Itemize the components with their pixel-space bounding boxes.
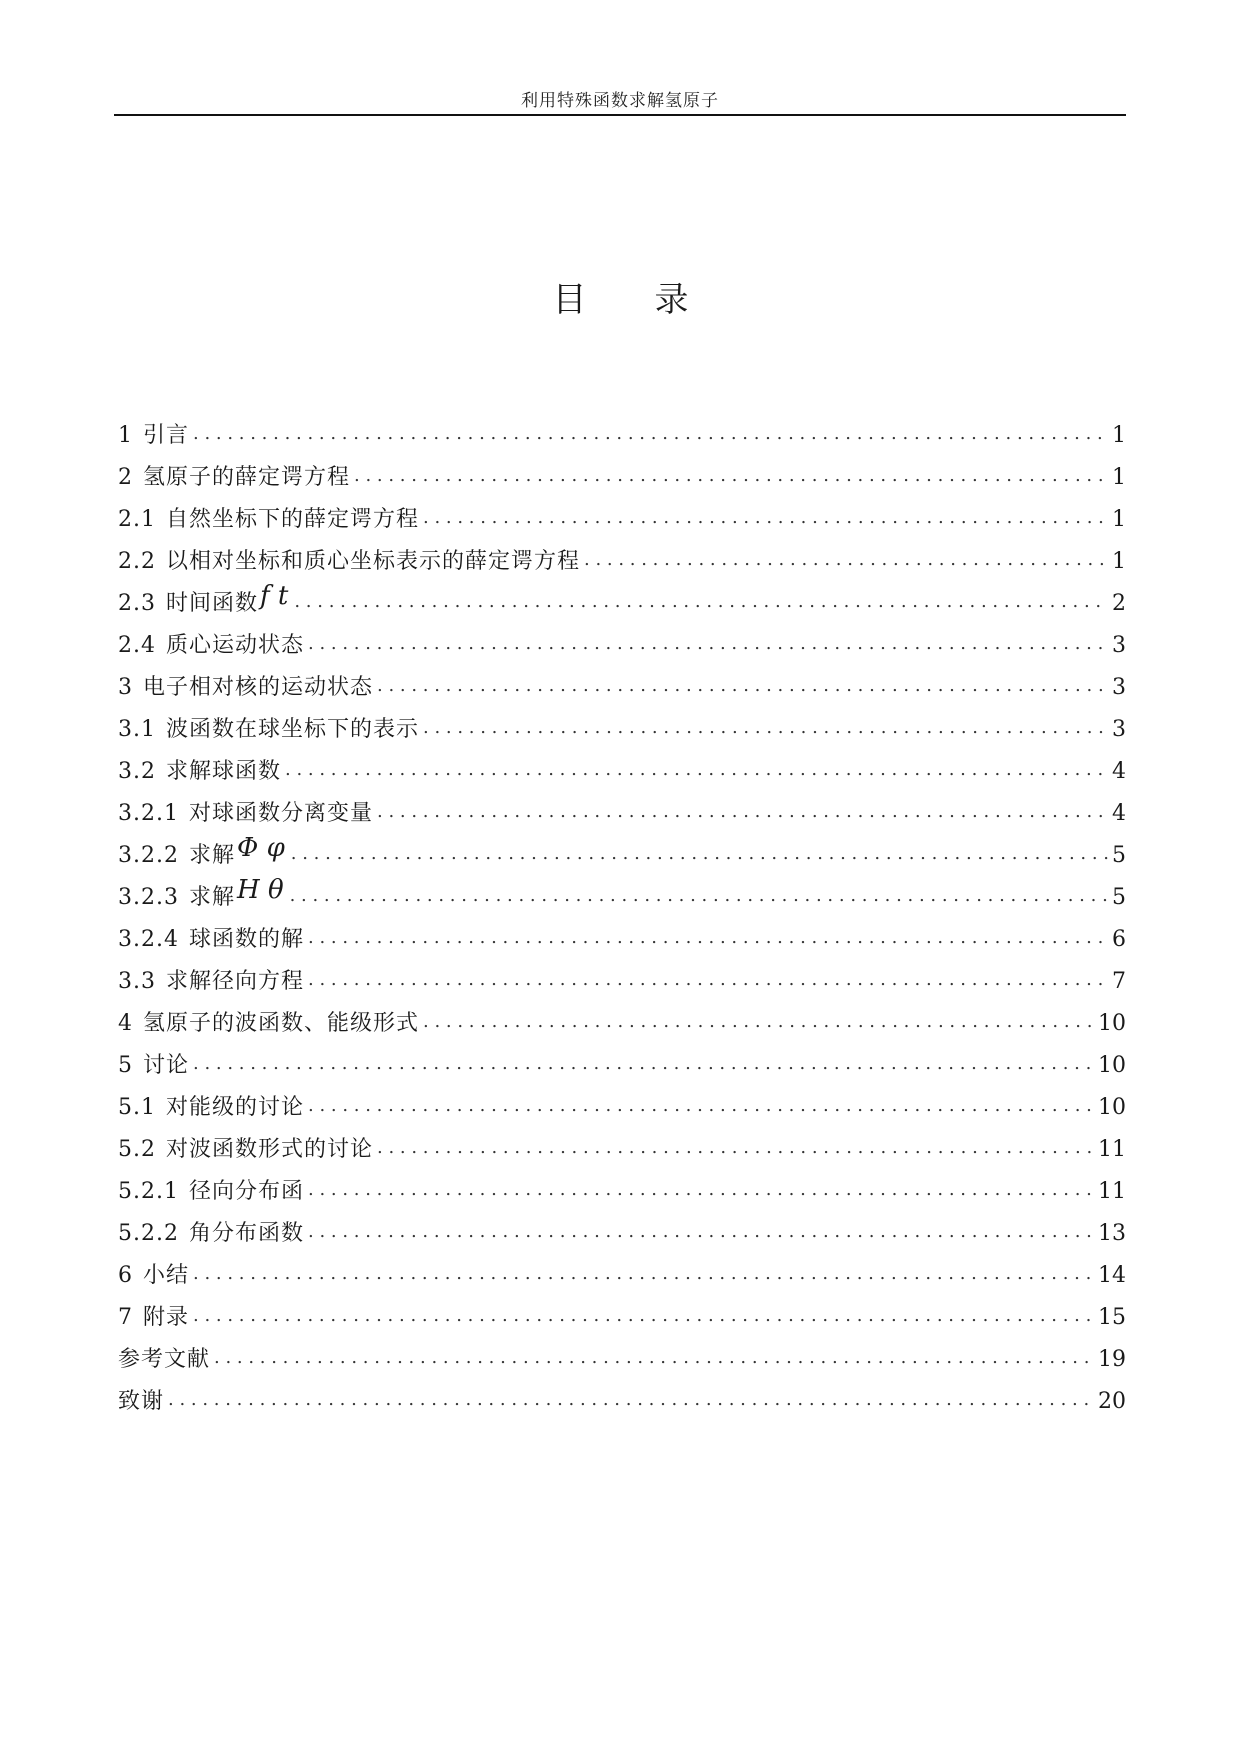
toc-entry-page: 3 <box>1112 675 1126 700</box>
toc-entry-number: 7 <box>118 1305 133 1330</box>
toc-entry-number: 5.1 <box>118 1095 156 1120</box>
toc-entry-page: 1 <box>1112 507 1126 532</box>
toc-entry-page: 1 <box>1112 549 1126 574</box>
toc-entry[interactable] <box>118 1164 1126 1206</box>
toc-entry[interactable] <box>118 786 1126 828</box>
toc-entry-title: 质心运动状态 <box>166 633 305 658</box>
toc-entry-title: 致谢 <box>118 1389 165 1414</box>
toc-entry-math: f t <box>260 581 289 611</box>
toc-entry-number: 3.1 <box>118 717 156 742</box>
toc-leader-dots <box>193 419 1108 448</box>
toc-leader-dots <box>214 1343 1094 1372</box>
toc-entry-title: 引言 <box>143 423 190 448</box>
toc-entry-number: 2.3 <box>118 591 156 616</box>
toc-entry-page: 3 <box>1112 633 1126 658</box>
toc-entry-number: 1 <box>118 423 133 448</box>
toc-entry-page: 2 <box>1112 591 1126 616</box>
toc-entry-math: Φ φ <box>237 833 285 863</box>
toc-entry[interactable] <box>118 660 1126 702</box>
toc-entry-page: 7 <box>1112 969 1126 994</box>
toc-entry-title: 时间函数 <box>166 591 259 616</box>
toc-entry-title: 附录 <box>143 1305 190 1330</box>
toc-entry-number: 2 <box>118 465 133 490</box>
toc-leader-dots <box>168 1385 1094 1414</box>
toc-entry-number: 2.1 <box>118 507 156 532</box>
toc-entry-page: 4 <box>1112 759 1126 784</box>
toc-entry-number: 3.2.1 <box>118 801 179 826</box>
toc-entry-number: 3.3 <box>118 969 156 994</box>
toc-leader-dots <box>423 1007 1094 1036</box>
toc-entry-page: 3 <box>1112 717 1126 742</box>
toc-entry-page: 15 <box>1098 1305 1126 1330</box>
toc-entry[interactable] <box>118 912 1126 954</box>
toc-entry-number: 3.2 <box>118 759 156 784</box>
toc-leader-dots <box>308 1217 1094 1246</box>
toc-entry-title: 对球函数分离变量 <box>188 801 373 826</box>
toc-entry-title: 求解球函数 <box>166 759 282 784</box>
toc-entry-title: 自然坐标下的薛定谔方程 <box>166 507 420 532</box>
toc-leader-dots <box>308 1175 1094 1204</box>
toc-entry-page: 14 <box>1098 1263 1126 1288</box>
toc-leader-dots <box>308 923 1108 952</box>
toc-entry[interactable] <box>118 870 1126 912</box>
toc-leader-dots <box>291 839 1108 868</box>
header-rule <box>114 114 1126 116</box>
toc-leader-dots <box>423 713 1108 742</box>
toc-entry-page: 19 <box>1098 1347 1126 1372</box>
toc-entry[interactable] <box>118 702 1126 744</box>
toc-entry-title: 求解 <box>188 843 235 868</box>
toc-entry[interactable] <box>118 1206 1126 1248</box>
toc-entry[interactable] <box>118 1122 1126 1164</box>
toc-entry[interactable] <box>118 828 1126 870</box>
toc-entry[interactable] <box>118 576 1126 618</box>
toc-entry-math: H θ <box>237 875 284 905</box>
toc-entry-page: 11 <box>1098 1179 1126 1204</box>
toc-entry[interactable] <box>118 450 1126 492</box>
toc-entry-number: 5.2 <box>118 1137 156 1162</box>
toc-entry-number: 3.2.2 <box>118 843 179 868</box>
toc-entry[interactable] <box>118 408 1126 450</box>
toc-entry-title: 氢原子的波函数、能级形式 <box>143 1011 420 1036</box>
toc-entry-number: 3 <box>118 675 133 700</box>
toc-entry-page: 10 <box>1098 1011 1126 1036</box>
toc-entry-title: 参考文献 <box>118 1347 211 1372</box>
toc-entry-page: 13 <box>1098 1221 1126 1246</box>
toc-entry-title: 求解 <box>188 885 235 910</box>
toc-entry-title: 电子相对核的运动状态 <box>143 675 374 700</box>
running-header: 利用特殊函数求解氢原子 <box>521 91 719 111</box>
toc-entry-title: 讨论 <box>143 1053 190 1078</box>
toc-entry[interactable] <box>118 1248 1126 1290</box>
toc-entry[interactable] <box>118 1374 1126 1416</box>
toc-entry[interactable] <box>118 1080 1126 1122</box>
toc-leader-dots <box>193 1259 1094 1288</box>
toc-entry-number: 6 <box>118 1263 133 1288</box>
toc-entry-title: 径向分布函 <box>188 1179 304 1204</box>
toc-entry[interactable] <box>118 954 1126 996</box>
toc-leader-dots <box>285 755 1108 784</box>
toc-entry-title: 求解径向方程 <box>166 969 305 994</box>
toc-entry-page: 10 <box>1098 1095 1126 1120</box>
toc-entry[interactable] <box>118 1290 1126 1332</box>
toc-leader-dots <box>290 881 1108 910</box>
toc-entry-number: 5.2.1 <box>118 1179 179 1204</box>
toc-entry[interactable] <box>118 492 1126 534</box>
toc-entry-page: 1 <box>1112 465 1126 490</box>
toc-entry-title: 以相对坐标和质心坐标表示的薛定谔方程 <box>166 549 581 574</box>
toc-entry-page: 10 <box>1098 1053 1126 1078</box>
toc-entry-page: 6 <box>1112 927 1126 952</box>
toc-leader-dots <box>308 629 1108 658</box>
toc-entry-number: 2.4 <box>118 633 156 658</box>
toc-entry-title: 球函数的解 <box>188 927 304 952</box>
toc-entry[interactable] <box>118 1038 1126 1080</box>
toc-leader-dots <box>377 797 1108 826</box>
toc-entry-number: 3.2.3 <box>118 885 179 910</box>
toc-entry[interactable] <box>118 1332 1126 1374</box>
toc-list <box>118 408 1126 1416</box>
toc-leader-dots <box>423 503 1108 532</box>
toc-entry-title: 小结 <box>143 1263 190 1288</box>
toc-entry-number: 4 <box>118 1011 133 1036</box>
toc-leader-dots <box>584 545 1108 574</box>
toc-entry[interactable] <box>118 744 1126 786</box>
toc-title-char-1: 目 <box>552 280 587 320</box>
toc-leader-dots <box>294 587 1108 616</box>
toc-leader-dots <box>308 965 1108 994</box>
toc-entry-page: 5 <box>1112 885 1126 910</box>
toc-entry-page: 5 <box>1112 843 1126 868</box>
toc-leader-dots <box>193 1301 1094 1330</box>
toc-entry-page: 20 <box>1098 1389 1126 1414</box>
toc-entry-number: 5 <box>118 1053 133 1078</box>
toc-entry-title: 氢原子的薛定谔方程 <box>143 465 351 490</box>
toc-entry-page: 1 <box>1112 423 1126 448</box>
toc-entry-title: 对波函数形式的讨论 <box>166 1137 374 1162</box>
toc-entry-page: 4 <box>1112 801 1126 826</box>
toc-entry-page: 11 <box>1098 1137 1126 1162</box>
toc-entry-title: 对能级的讨论 <box>166 1095 305 1120</box>
toc-entry-number: 3.2.4 <box>118 927 179 952</box>
toc-entry-title: 波函数在球坐标下的表示 <box>166 717 420 742</box>
toc-entry[interactable] <box>118 534 1126 576</box>
toc-entry[interactable] <box>118 996 1126 1038</box>
toc-entry-title: 角分布函数 <box>188 1221 304 1246</box>
toc-title <box>0 272 1241 321</box>
toc-entry[interactable] <box>118 618 1126 660</box>
toc-title-char-2: 录 <box>654 280 689 320</box>
toc-leader-dots <box>377 671 1108 700</box>
toc-entry-number: 2.2 <box>118 549 156 574</box>
toc-leader-dots <box>377 1133 1094 1162</box>
toc-entry-number: 5.2.2 <box>118 1221 179 1246</box>
toc-leader-dots <box>308 1091 1094 1120</box>
toc-leader-dots <box>354 461 1108 490</box>
toc-leader-dots <box>193 1049 1094 1078</box>
